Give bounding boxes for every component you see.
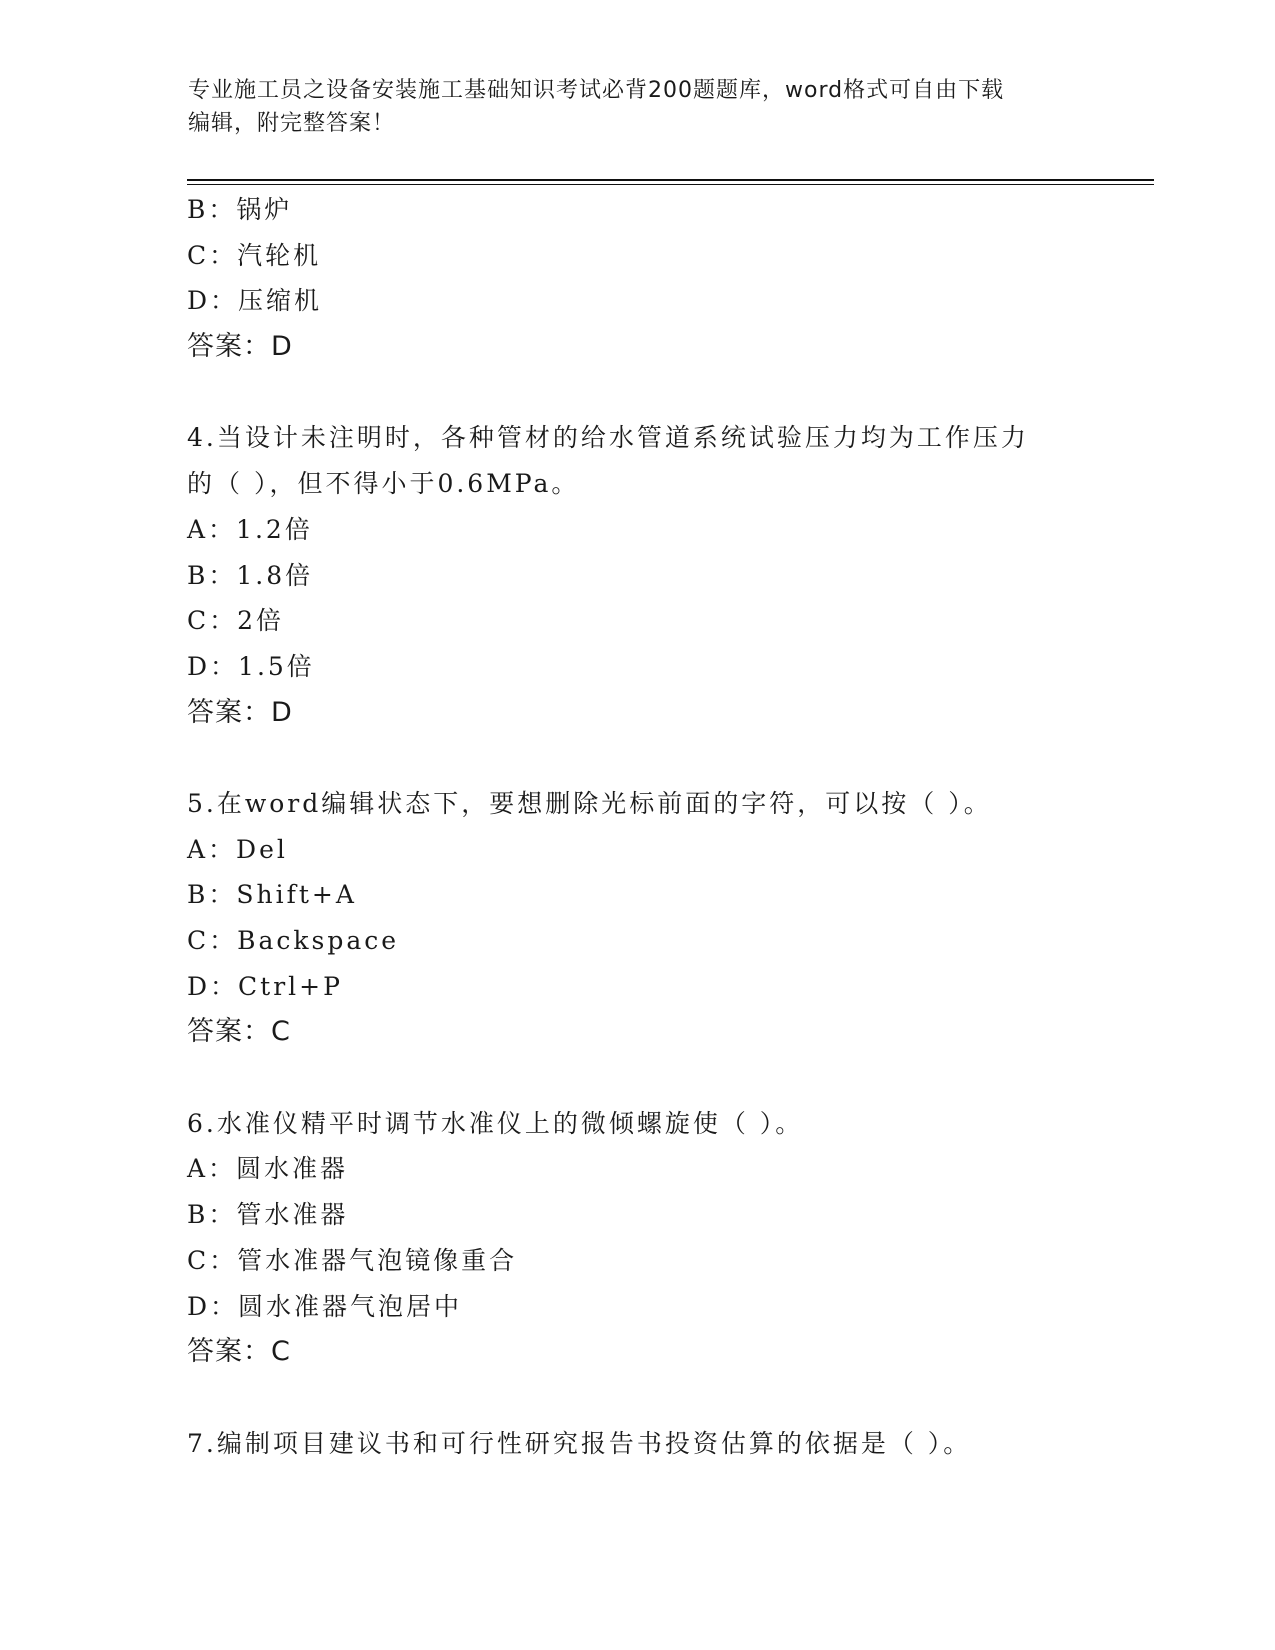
header-divider-thin — [187, 184, 1154, 185]
option-c: C：汽轮机 — [187, 240, 322, 270]
spacer — [187, 1055, 1087, 1101]
question-stem: 5.在word编辑状态下，要想删除光标前面的字符，可以按（ ）。 — [187, 788, 992, 818]
option-c: C：管水准器气泡镜像重合 — [187, 1245, 518, 1275]
header-line-1: 专业施工员之设备安装施工基础知识考试必背200题题库，word格式可自由下载 — [188, 78, 1005, 103]
option-b: B：锅炉 — [187, 195, 293, 224]
answer-line: 答案：C — [187, 1016, 291, 1048]
spacer — [187, 1375, 1087, 1421]
option-d: D：压缩机 — [187, 286, 323, 316]
option-c: C：Backspace — [187, 926, 400, 955]
option-d: D：1.5倍 — [187, 651, 315, 681]
question-stem: 4.当设计未注明时，各种管材的给水管道系统试验压力均为工作压力 — [187, 423, 1029, 453]
answer-line: 答案：C — [187, 1336, 291, 1368]
spacer — [187, 735, 1087, 781]
option-b: B：Shift+A — [187, 880, 357, 910]
option-b: B：管水准器 — [187, 1200, 349, 1230]
spacer — [187, 370, 1087, 416]
question-7-block — [187, 1421, 1087, 1467]
option-b: B：1.8倍 — [187, 560, 314, 590]
question-list — [187, 187, 1087, 1466]
option-d: D：Ctrl+P — [187, 971, 343, 1001]
answer-line: 答案：D — [187, 331, 293, 363]
answer-line: 答案：D — [187, 696, 293, 728]
option-a: A：1.2倍 — [187, 514, 313, 544]
document-header — [188, 74, 1068, 140]
option-d: D：圆水准器气泡居中 — [187, 1291, 463, 1321]
question-5-block — [187, 781, 1087, 1055]
option-a: A：圆水准器 — [187, 1154, 349, 1184]
question-stem: 7.编制项目建议书和可行性研究报告书投资估算的依据是（ ）。 — [187, 1428, 972, 1458]
header-divider-thick — [187, 179, 1154, 181]
option-a: A：Del — [187, 834, 288, 864]
option-c: C：2倍 — [187, 606, 285, 636]
question-6-block — [187, 1101, 1087, 1375]
question-stem-continued: 的（ ），但不得小于0.6MPa。 — [187, 469, 580, 499]
question-4-block — [187, 415, 1087, 735]
question-stem: 6.水准仪精平时调节水准仪上的微倾螺旋使（ ）。 — [187, 1108, 804, 1138]
header-line-2: 编辑，附完整答案！ — [188, 111, 396, 136]
question-3-block — [187, 187, 1087, 370]
